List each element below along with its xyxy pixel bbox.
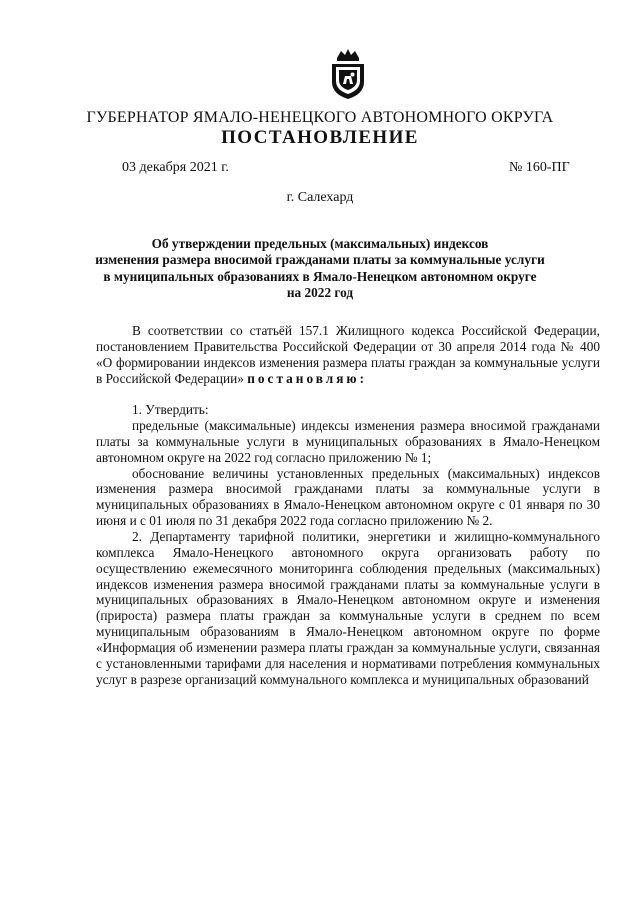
title-line: на 2022 год: [286, 285, 354, 301]
document-type: ПОСТАНОВЛЕНИЕ: [221, 127, 419, 148]
city: г. Салехард: [286, 190, 354, 205]
decree-date: 03 декабря 2021 г.: [122, 160, 229, 175]
decree-number: № 160-ПГ: [509, 160, 570, 175]
item-1a-paragraph: предельные (максимальные) индексы изменения размера вносимой гражданами платы за коммунальные услуги в муниципальных образованиях в Ямало-Ненецком автономном округе на 2022 год согласно приложению № 1;: [96, 418, 600, 465]
resolve-word: постановляю:: [247, 370, 368, 386]
yanao-coat-of-arms-icon: [329, 48, 367, 100]
governor-title: ГУБЕРНАТОР ЯМАЛО-НЕНЕЦКОГО АВТОНОМНОГО ОКРУГА: [86, 109, 554, 126]
item-1-heading: 1. Утвердить:: [132, 402, 209, 418]
document-title: [95, 236, 545, 302]
document-body: [96, 323, 600, 687]
item-1b-paragraph: обоснование величины установленных предельных (максимальных) индексов изменения размера вносимой гражданами платы за коммунальные услуги в муниципальных образованиях в Ямало-Ненецком автономном округе с 01 января по 30 июня и с 01 июля по 31 декабря 2022 года согласно приложению № 2.: [96, 465, 600, 529]
item-2-paragraph: 2. Департаменту тарифной политики, энергетики и жилищно-коммунального комплекса Ямало-Ненецкого автономного округа организовать работу по осуществлению ежемесячного мониторинга соблюдения предельных (максимальных) индексов изменения размера вносимой гражданами платы за коммунальные услуги в муниципальных образованиях в Ямало-Ненецком автономном округе и изменения (прироста) размера платы граждан за коммунальные услуги в среднем по всем муниципальным образованиям в Ямало-Ненецком автономном округе по форме «Информация об изменении размера платы граждан за коммунальные услуги, связанная с установленными тарифами для населения и нормативами потребления коммунальных услуг в разрезе организаций коммунального комплекса и муниципальных образований: [96, 528, 600, 687]
title-line: Об утверждении предельных (максимальных) индексов: [151, 236, 489, 251]
preamble-paragraph: [96, 323, 600, 386]
preamble-text: В соответствии со статьёй 157.1 Жилищного кодекса Российской Федерации, постановлением Правительства Российской Федерации от 30 апреля 2014 года № 400 «О формировании индексов изменения размера платы граждан за коммунальные услуги в Российской Федерации»: [96, 323, 600, 386]
title-line: изменения размера вносимой гражданами платы за коммунальные услуги: [95, 252, 545, 268]
title-line: в муниципальных образованиях в Ямало-Ненецком автономном округе: [103, 268, 537, 284]
